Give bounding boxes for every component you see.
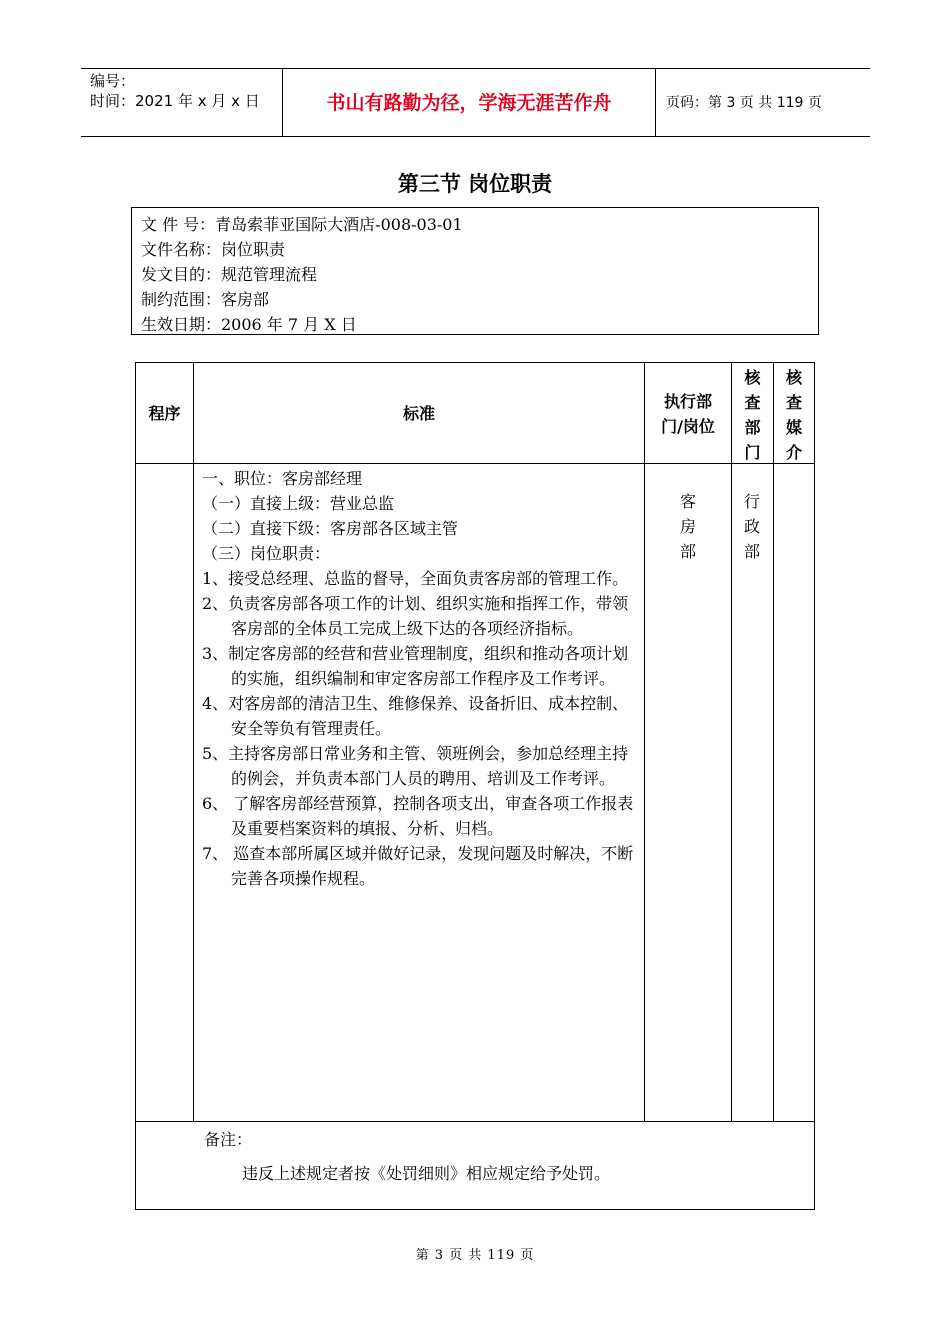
check-dept-char: 部 bbox=[743, 542, 760, 561]
duty-item: 4、对客房部的清洁卫生、维修保养、设备折旧、成本控制、安全等负有管理责任。 bbox=[202, 694, 629, 738]
duty-item: 1、接受总经理、总监的督导，全面负责客房部的管理工作。 bbox=[202, 569, 629, 588]
duty-item: 3、制定客房部的经营和营业管理制度，组织和推动各项计划的实施，组织编制和审定客房部工作程序及工作考评。 bbox=[202, 644, 629, 688]
row-divider bbox=[136, 1121, 814, 1122]
duty-item: 6、 了解客房部经营预算，控制各项支出，审查各项工作报表及重要档案资料的填报、分析、归档。 bbox=[202, 794, 634, 838]
header-char: 门 bbox=[744, 443, 761, 462]
column-divider bbox=[644, 363, 645, 1121]
position-title: 一、职位：客房部经理 bbox=[202, 469, 363, 488]
document-info-box bbox=[131, 207, 819, 335]
direct-subordinate: （二）直接下级：客房部各区域主管 bbox=[202, 519, 459, 538]
exec-dept-char: 部 bbox=[679, 542, 696, 561]
direct-superior: （一）直接上级：营业总监 bbox=[202, 494, 395, 513]
check-dept-char: 政 bbox=[743, 517, 760, 536]
header-char: 媒 bbox=[785, 418, 802, 437]
info-file-name: 文件名称：岗位职责 bbox=[141, 240, 286, 259]
info-scope: 制约范围：客房部 bbox=[141, 290, 270, 309]
header-char: 核 bbox=[744, 368, 761, 387]
header-exec-dept bbox=[645, 389, 731, 439]
check-dept-char: 行 bbox=[743, 492, 760, 511]
standard-content bbox=[202, 466, 642, 891]
header-procedure: 程序 bbox=[148, 404, 181, 423]
remark-text: 违反上述规定者按《处罚细则》相应规定给予处罚。 bbox=[242, 1164, 611, 1183]
header-exec-dept-line1: 执行部 bbox=[663, 392, 712, 411]
row-divider bbox=[136, 463, 814, 464]
column-divider bbox=[193, 363, 194, 1121]
number-label: 编号： bbox=[90, 72, 136, 90]
header-char: 查 bbox=[785, 393, 802, 412]
exec-dept-char: 客 bbox=[679, 492, 696, 511]
exec-dept-value bbox=[676, 489, 700, 564]
duty-table bbox=[135, 362, 815, 1210]
check-dept-value bbox=[740, 489, 764, 564]
header-check-dept bbox=[732, 365, 773, 465]
exec-dept-char: 房 bbox=[679, 517, 696, 536]
duty-item: 7、 巡查本部所属区域并做好记录，发现问题及时解决，不断完善各项操作规程。 bbox=[202, 844, 634, 888]
duties-heading: （三）岗位职责： bbox=[202, 544, 331, 563]
header-check-media bbox=[774, 365, 814, 465]
duty-item: 2、负责客房部各项工作的计划、组织实施和指挥工作，带领客房部的全体员工完成上级下达的各项经济指标。 bbox=[202, 594, 629, 638]
header-page-info: 页码：第 3 页 共 119 页 bbox=[666, 95, 822, 111]
remark-label: 备注： bbox=[204, 1130, 253, 1149]
header-char: 核 bbox=[785, 368, 802, 387]
header-char: 查 bbox=[744, 393, 761, 412]
section-title: 第三节 岗位职责 bbox=[397, 172, 553, 196]
column-divider bbox=[773, 363, 774, 1121]
info-effective-date: 生效日期：2006 年 7 月 X 日 bbox=[141, 315, 357, 334]
header-standard: 标准 bbox=[402, 404, 435, 423]
document-header bbox=[81, 68, 870, 137]
info-file-number: 文 件 号：青岛索菲亚国际大酒店-008-03-01 bbox=[141, 215, 463, 234]
header-motto: 书山有路勤为径，学海无涯苦作舟 bbox=[326, 92, 612, 114]
info-purpose: 发文目的：规范管理流程 bbox=[141, 265, 318, 284]
header-page-cell bbox=[656, 69, 870, 136]
time-label: 时间：2021 年 x 月 x 日 bbox=[90, 92, 260, 110]
header-char: 介 bbox=[785, 443, 802, 462]
duty-item: 5、主持客房部日常业务和主管、领班例会，参加总经理主持的例会，并负责本部门人员的聘用、培训及工作考评。 bbox=[202, 744, 629, 788]
column-divider bbox=[731, 363, 732, 1121]
page-footer: 第 3 页 共 119 页 bbox=[415, 1248, 535, 1263]
header-motto-cell bbox=[283, 69, 656, 136]
header-exec-dept-line2: 门/岗位 bbox=[661, 417, 715, 436]
header-meta-cell bbox=[81, 69, 283, 136]
header-char: 部 bbox=[744, 418, 761, 437]
